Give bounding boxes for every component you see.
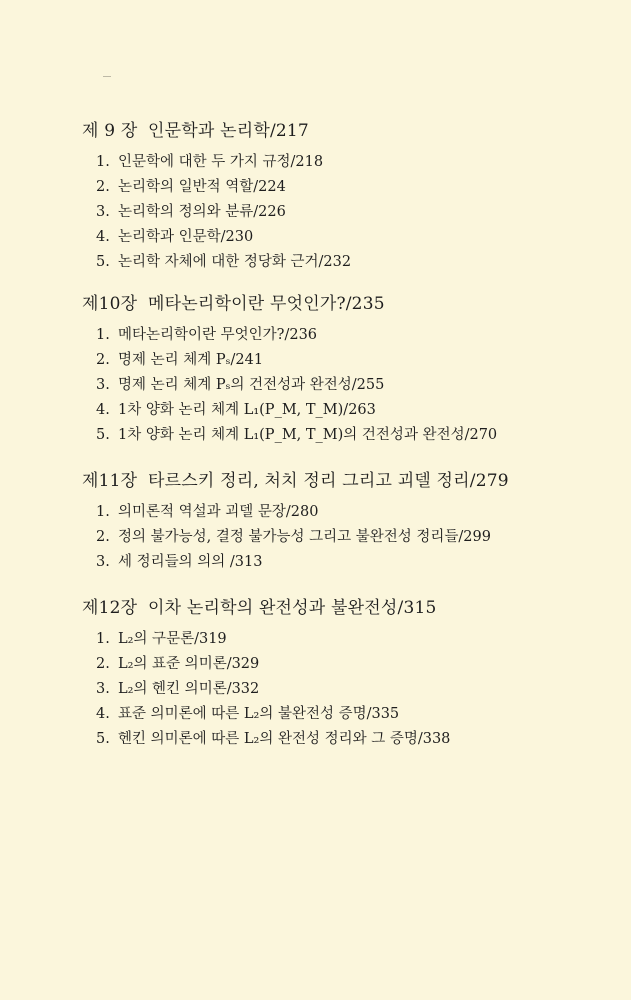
- section-number: 5.: [96, 254, 110, 270]
- section-title: 세 정리들의 의의 /313: [118, 554, 263, 570]
- section-item: [96, 702, 612, 727]
- section-number: 1.: [96, 631, 110, 647]
- section-title: 메타논리학이란 무엇인가?/236: [118, 327, 318, 343]
- section-number: 4.: [96, 706, 110, 722]
- section-number: 5.: [96, 427, 110, 443]
- section-item: [96, 677, 612, 702]
- section-item: [96, 250, 612, 275]
- section-item: [96, 500, 612, 525]
- section-item: [96, 373, 612, 398]
- chapter-12: [82, 597, 612, 752]
- section-title: 1차 양화 논리 체계 L₁(P_M, T_M)/263: [118, 402, 376, 418]
- section-number: 2.: [96, 656, 110, 672]
- page-mark: [103, 76, 111, 77]
- section-item: [96, 423, 612, 448]
- section-title: 정의 불가능성, 결정 불가능성 그리고 불완전성 정리들/299: [118, 529, 491, 545]
- section-list: [82, 500, 612, 575]
- section-number: 3.: [96, 554, 110, 570]
- section-number: 1.: [96, 327, 110, 343]
- section-title: 논리학과 인문학/230: [118, 229, 254, 245]
- section-item: [96, 652, 612, 677]
- section-title: 명제 논리 체계 Pₛ의 건전성과 완전성/255: [118, 377, 385, 393]
- section-list: [82, 150, 612, 275]
- section-title: 논리학의 정의와 분류/226: [118, 204, 286, 220]
- section-number: 5.: [96, 731, 110, 747]
- section-item: [96, 200, 612, 225]
- chapter-number: 제 9 장: [82, 121, 138, 141]
- section-number: 2.: [96, 529, 110, 545]
- section-number: 3.: [96, 377, 110, 393]
- section-list: [82, 323, 612, 448]
- section-title: 논리학의 일반적 역할/224: [118, 179, 286, 195]
- section-item: [96, 550, 612, 575]
- section-list: [82, 627, 612, 752]
- section-title: 의미론적 역설과 괴델 문장/280: [118, 504, 319, 520]
- chapter-9: [82, 120, 612, 275]
- chapter-11: [82, 470, 612, 575]
- chapter-heading: [82, 293, 612, 315]
- chapter-10: [82, 293, 612, 448]
- section-item: [96, 348, 612, 373]
- section-item: [96, 627, 612, 652]
- section-title: 1차 양화 논리 체계 L₁(P_M, T_M)의 건전성과 완전성/270: [118, 427, 498, 443]
- chapter-title: 타르스키 정리, 처치 정리 그리고 괴델 정리/279: [148, 471, 509, 491]
- section-number: 3.: [96, 681, 110, 697]
- section-title: L₂의 표준 의미론/329: [118, 656, 260, 672]
- section-title: L₂의 헨킨 의미론/332: [118, 681, 260, 697]
- section-title: 표준 의미론에 따른 L₂의 불완전성 증명/335: [118, 706, 400, 722]
- chapter-number: 제11장: [82, 471, 138, 491]
- chapter-heading: [82, 470, 612, 492]
- section-item: [96, 175, 612, 200]
- section-title: L₂의 구문론/319: [118, 631, 227, 647]
- chapter-title: 이차 논리학의 완전성과 불완전성/315: [148, 598, 437, 618]
- section-number: 1.: [96, 504, 110, 520]
- chapter-heading: [82, 120, 612, 142]
- section-item: [96, 525, 612, 550]
- chapter-title: 인문학과 논리학/217: [148, 121, 309, 141]
- section-number: 2.: [96, 179, 110, 195]
- section-item: [96, 727, 612, 752]
- section-item: [96, 225, 612, 250]
- section-title: 헨킨 의미론에 따른 L₂의 완전성 정리와 그 증명/338: [118, 731, 451, 747]
- section-item: [96, 323, 612, 348]
- section-item: [96, 398, 612, 423]
- section-number: 2.: [96, 352, 110, 368]
- chapter-number: 제12장: [82, 598, 138, 618]
- section-item: [96, 150, 612, 175]
- section-title: 명제 논리 체계 Pₛ/241: [118, 352, 264, 368]
- chapter-heading: [82, 597, 612, 619]
- section-number: 4.: [96, 402, 110, 418]
- section-number: 1.: [96, 154, 110, 170]
- chapter-title: 메타논리학이란 무엇인가?/235: [148, 294, 385, 314]
- section-title: 인문학에 대한 두 가지 규정/218: [118, 154, 324, 170]
- section-title: 논리학 자체에 대한 정당화 근거/232: [118, 254, 352, 270]
- section-number: 3.: [96, 204, 110, 220]
- section-number: 4.: [96, 229, 110, 245]
- chapter-number: 제10장: [82, 294, 138, 314]
